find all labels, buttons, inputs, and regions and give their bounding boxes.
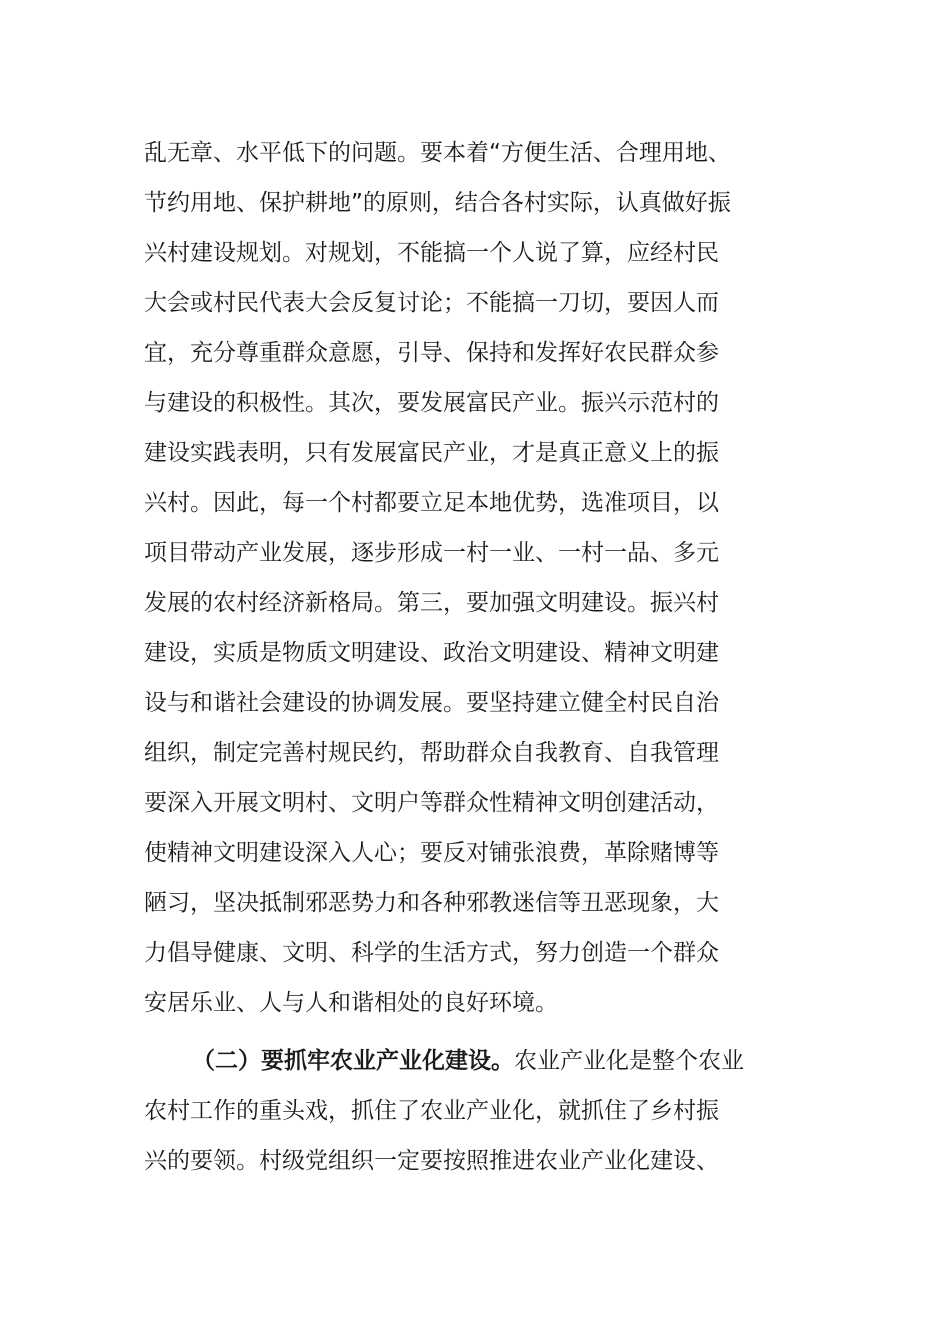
text-line: 发展的农村经济新格局。第三，要加强文明建设。振兴村 xyxy=(144,590,719,616)
text-line: 兴村建设规划。对规划，不能搞一个人说了算，应经村民 xyxy=(144,240,719,266)
text-line: 节约用地、保护耕地”的原则，结合各村实际，认真做好振 xyxy=(144,190,731,216)
text-line: 宜，充分尊重群众意愿，引导、保持和发挥好农民群众参 xyxy=(144,340,719,366)
paragraph-2-first-line xyxy=(144,1036,808,1086)
text-line: 农村工作的重头戏，抓住了农业产业化，就抓住了乡村振 xyxy=(144,1098,719,1124)
document-body xyxy=(144,128,808,1186)
text-line: 兴的要领。村级党组织一定要按照推进农业产业化建设、 xyxy=(144,1148,719,1174)
text-line: 安居乐业、人与人和谐相处的良好环境。 xyxy=(144,990,558,1016)
text-line: 使精神文明建设深入人心；要反对铺张浪费，革除赌博等 xyxy=(144,840,719,866)
text-span: 农业产业化是整个农业 xyxy=(514,1048,744,1074)
text-line: 项目带动产业发展，逐步形成一村一业、一村一品、多元 xyxy=(144,540,719,566)
text-line: 要深入开展文明村、文明户等群众性精神文明创建活动， xyxy=(144,790,719,816)
text-line: 兴村。因此，每一个村都要立足本地优势，选准项目，以 xyxy=(144,490,719,516)
text-line: 组织，制定完善村规民约，帮助群众自我教育、自我管理 xyxy=(144,740,719,766)
section-heading: （二）要抓牢农业产业化建设。 xyxy=(192,1048,514,1074)
text-line: 设与和谐社会建设的协调发展。要坚持建立健全村民自治 xyxy=(144,690,719,716)
text-line: 与建设的积极性。其次，要发展富民产业。振兴示范村的 xyxy=(144,390,719,416)
paragraph-gap xyxy=(144,1028,808,1036)
text-line: 力倡导健康、文明、科学的生活方式，努力创造一个群众 xyxy=(144,940,719,966)
text-line: 建设，实质是物质文明建设、政治文明建设、精神文明建 xyxy=(144,640,719,666)
text-line: 乱无章、水平低下的问题。要本着“方便生活、合理用地、 xyxy=(144,140,731,166)
text-line: 大会或村民代表大会反复讨论；不能搞一刀切，要因人而 xyxy=(144,290,719,316)
text-line: 建设实践表明，只有发展富民产业，才是真正意义上的振 xyxy=(144,440,719,466)
text-line: 陋习，坚决抵制邪恶势力和各种邪教迷信等丑恶现象，大 xyxy=(144,890,719,916)
